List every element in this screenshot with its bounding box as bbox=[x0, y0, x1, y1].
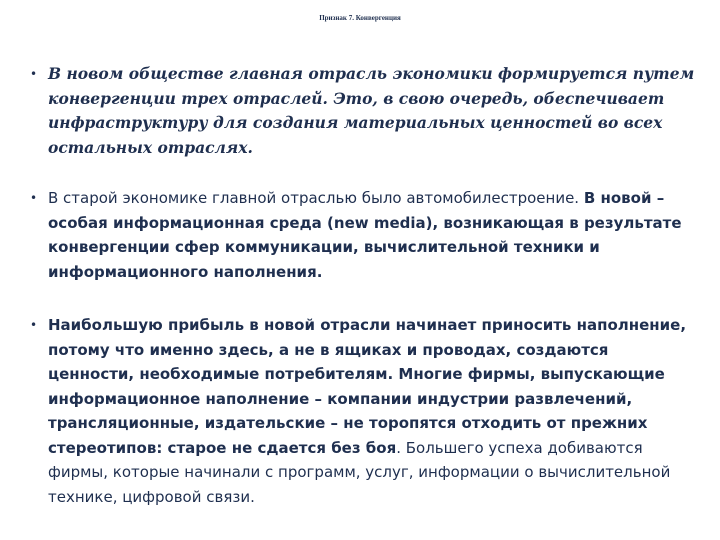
bullet-item-1 bbox=[30, 62, 698, 160]
bullet-marker: • bbox=[30, 191, 38, 205]
bullet-text-2-bold: В новой – особая информационная среда (new media), возникающая в результате конвергенции сфер коммуникации, вычислительной техники и информационного наполнения. bbox=[48, 189, 682, 281]
bullet-item-2 bbox=[30, 186, 698, 284]
bullet-text-2 bbox=[48, 186, 698, 284]
bullet-marker: • bbox=[30, 318, 38, 332]
slide-title: Признак 7. Конвергенция bbox=[319, 14, 401, 22]
bullet-marker: • bbox=[30, 67, 38, 81]
bullet-item-3 bbox=[30, 313, 698, 509]
bullet-text-3-bold: Наибольшую прибыль в новой отрасли начинает приносить наполнение, потому что именно здесь, а не в ящиках и проводах, создаются ценности, необходимые потребителям. Многие фирмы, выпускающие информационное наполнение – компании индустрии развлечений, трансляционные, издательские – не торопятся отходить от прежних стереотипов: старое не сдается без боя bbox=[48, 316, 687, 457]
bullet-text-2-regular: В старой экономике главной отраслью было автомобилестроение. bbox=[48, 189, 584, 207]
bullet-text-3-regular: . Большего успеха добиваются фирмы, которые начинали с программ, услуг, информации о вычислительной технике, цифровой связи. bbox=[48, 438, 671, 506]
bullet-text-1: В новом обществе главная отрасль экономики формируется путем конвергенции трех отраслей. Это, в свою очередь, обеспечивает инфраструктуру для создания материальных ценностей во всех остальных отраслях. bbox=[48, 64, 695, 157]
bullet-text-3 bbox=[48, 313, 698, 509]
